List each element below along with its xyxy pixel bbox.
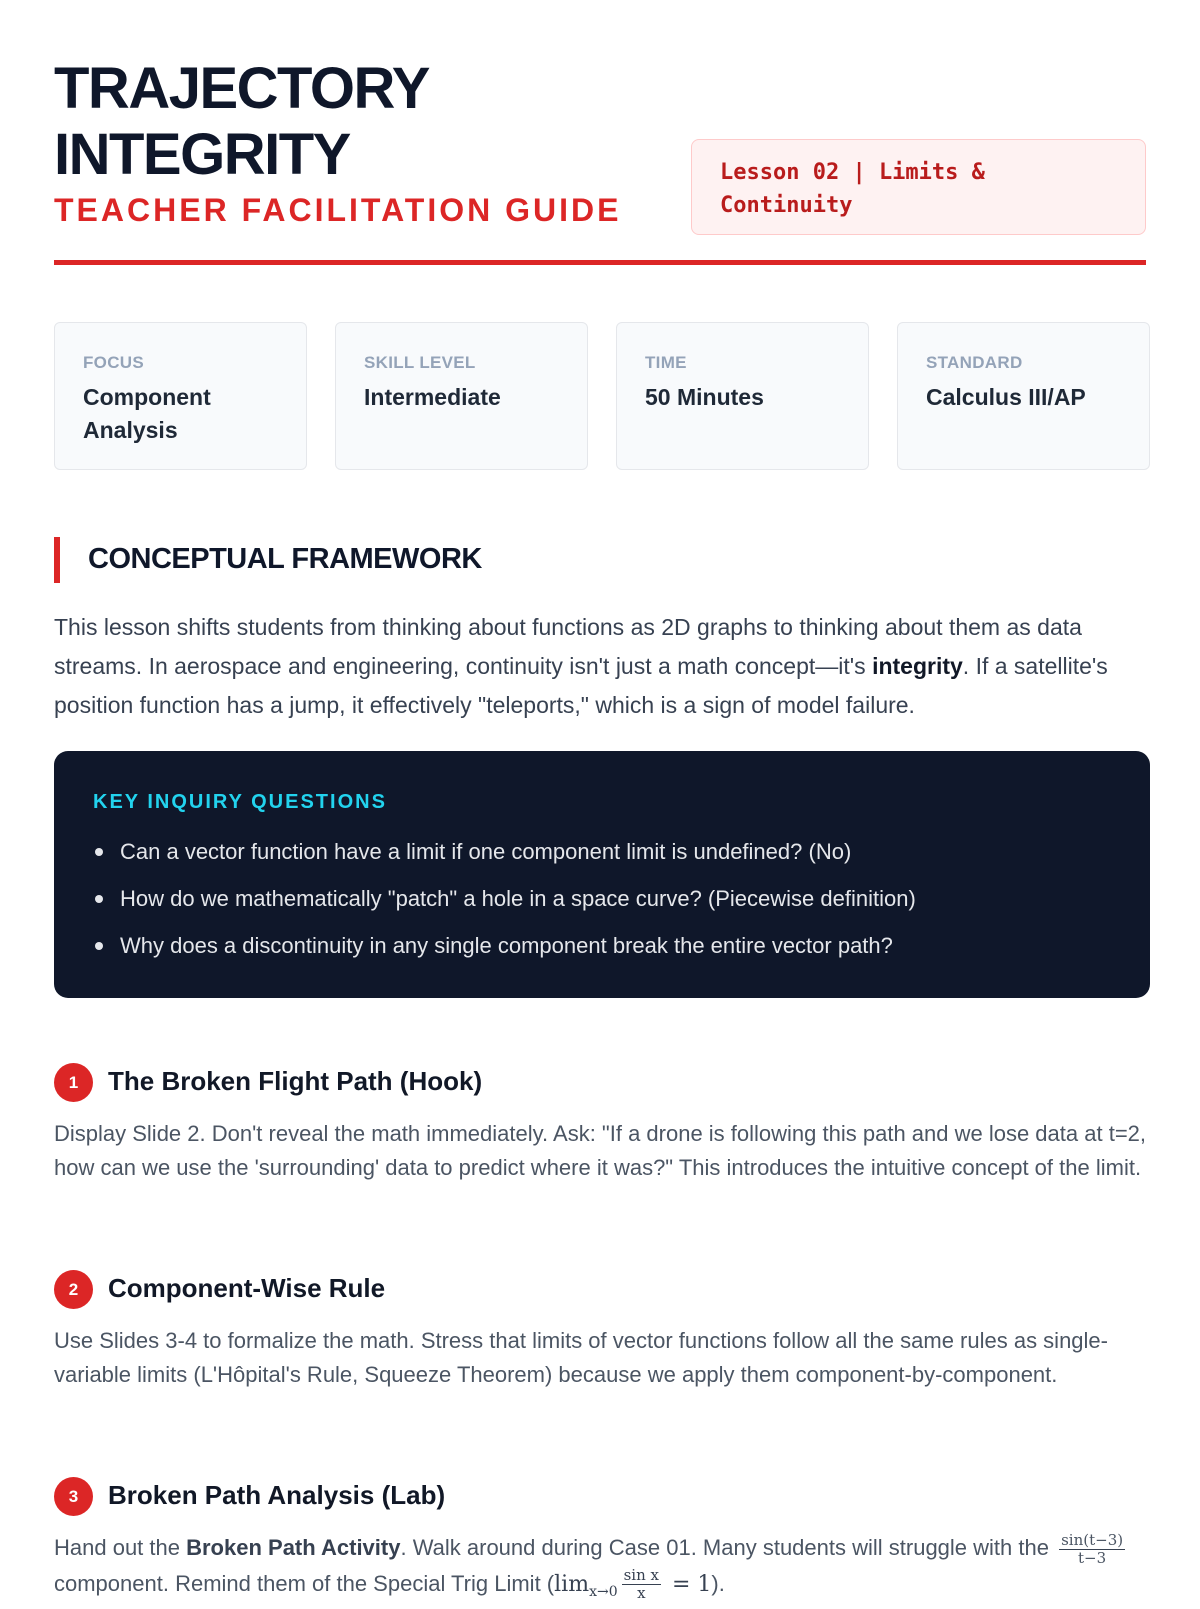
section-title: CONCEPTUAL FRAMEWORK bbox=[88, 543, 482, 575]
inquiry-list bbox=[93, 828, 1111, 969]
step-heading bbox=[54, 1270, 1154, 1310]
step-title: Component-Wise Rule bbox=[108, 1273, 386, 1303]
header bbox=[54, 0, 1146, 265]
fraction-denominator: x bbox=[637, 1584, 646, 1603]
inquiry-title: KEY INQUIRY QUESTIONS bbox=[93, 791, 387, 813]
step-text: component. Remind them of the Special Trig Limit ( bbox=[54, 1570, 555, 1596]
page-subtitle: TEACHER FACILITATION GUIDE bbox=[54, 192, 622, 228]
key-inquiry-box bbox=[54, 751, 1150, 998]
inquiry-question: Why does a discontinuity in any single component break the entire vector path? bbox=[120, 922, 1111, 969]
limit-expression bbox=[554, 1566, 712, 1603]
meta-label: TIME bbox=[645, 353, 687, 372]
fraction-sin-x-over-x bbox=[622, 1567, 661, 1602]
title-line-1: TRAJECTORY bbox=[54, 56, 429, 121]
meta-card-focus bbox=[54, 322, 307, 470]
title-line-2: INTEGRITY bbox=[54, 122, 350, 187]
meta-card-time bbox=[616, 322, 869, 470]
step-body: Display Slide 2. Don't reveal the math immediately. Ask: "If a drone is following this path and we lose data at t=2, how can we use the 'surrounding' data to predict where it was?" This introduces the intuitive concept of the limit. bbox=[54, 1121, 1147, 1180]
meta-card-standard bbox=[897, 322, 1150, 470]
step-body bbox=[54, 1531, 1154, 1609]
step-number-badge: 1 bbox=[54, 1063, 93, 1102]
fraction-sin-t-minus-3 bbox=[1059, 1532, 1125, 1567]
framework-intro bbox=[54, 608, 1154, 725]
step-1 bbox=[54, 1063, 1154, 1185]
step-number-badge: 3 bbox=[54, 1477, 93, 1516]
activity-name: Broken Path Activity bbox=[186, 1535, 401, 1560]
section-accent-bar bbox=[54, 537, 60, 583]
step-text: ). bbox=[711, 1570, 725, 1596]
meta-label: SKILL LEVEL bbox=[364, 353, 476, 372]
meta-label: STANDARD bbox=[926, 353, 1023, 372]
fraction-numerator: sin x bbox=[623, 1566, 659, 1585]
page-title bbox=[54, 56, 429, 188]
meta-value: 50 Minutes bbox=[645, 384, 764, 410]
intro-text: . If a satellite's position function has a jump, it effectively "teleports," which is a sign of model failure. bbox=[54, 653, 1108, 718]
step-title: Broken Path Analysis (Lab) bbox=[108, 1480, 446, 1510]
step-text: . Walk around during Case 01. Many students will struggle with the bbox=[400, 1535, 1056, 1560]
limit-result: = 1 bbox=[665, 1571, 712, 1597]
meta-value: Calculus III/AP bbox=[926, 384, 1086, 410]
step-text: Hand out the bbox=[54, 1535, 187, 1560]
intro-emphasis: integrity bbox=[872, 653, 963, 679]
inquiry-question: How do we mathematically "patch" a hole in a space curve? (Piecewise definition) bbox=[120, 875, 1111, 922]
inquiry-question: Can a vector function have a limit if one component limit is undefined? (No) bbox=[120, 828, 1111, 875]
step-heading bbox=[54, 1477, 1154, 1517]
fraction-denominator: t−3 bbox=[1078, 1548, 1107, 1567]
step-title: The Broken Flight Path (Hook) bbox=[108, 1066, 483, 1096]
limit-subscript: x→0 bbox=[589, 1583, 618, 1600]
meta-value: Intermediate bbox=[364, 384, 501, 410]
step-2 bbox=[54, 1270, 1154, 1392]
meta-cards bbox=[54, 322, 1150, 470]
meta-value: Component Analysis bbox=[83, 384, 211, 443]
intro-text: This lesson shifts students from thinking about functions as 2D graphs to thinking about them as data streams. In aerospace and engineering, continuity isn't just a math concept—it's bbox=[54, 614, 1082, 679]
limit-operator: lim bbox=[554, 1571, 590, 1597]
step-number-badge: 2 bbox=[54, 1270, 93, 1309]
step-body: Use Slides 3-4 to formalize the math. Stress that limits of vector functions follow all the same rules as single-variable limits (L'Hôpital's Rule, Squeeze Theorem) because we apply them component-by-component. bbox=[54, 1328, 1108, 1387]
lesson-badge: Lesson 02 | Limits & Continuity bbox=[691, 139, 1146, 235]
section-heading bbox=[54, 537, 1150, 583]
meta-card-skill-level bbox=[335, 322, 588, 470]
meta-label: FOCUS bbox=[83, 353, 144, 372]
fraction-numerator: sin(t−3) bbox=[1061, 1530, 1124, 1549]
step-heading bbox=[54, 1063, 1154, 1103]
step-3 bbox=[54, 1477, 1154, 1609]
